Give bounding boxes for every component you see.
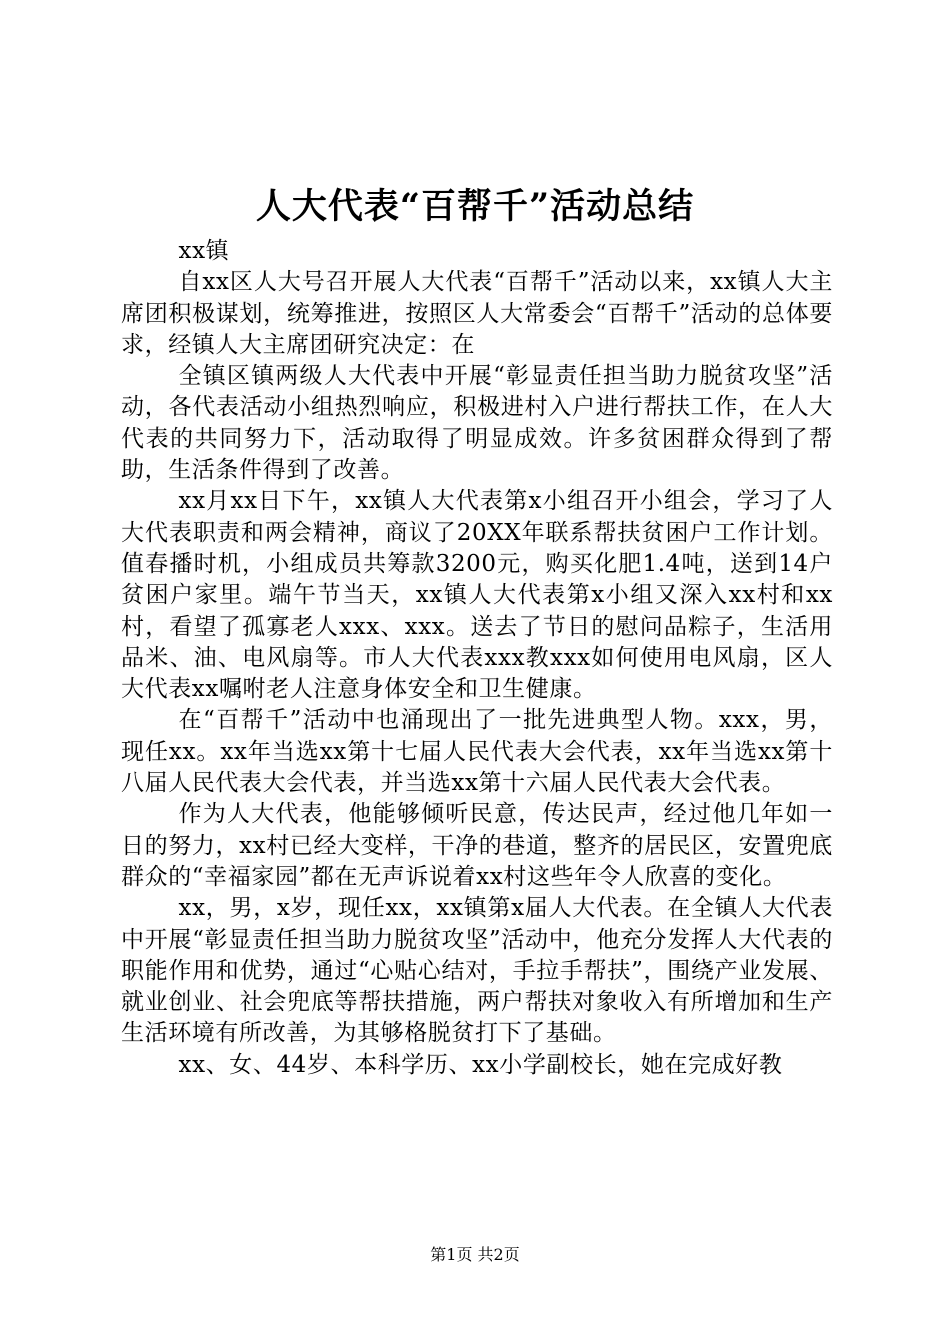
document-body: [121, 236, 833, 1081]
paragraph-representative-profile: xx，男，x岁，现任xx，xx镇第x届人大代表。在全镇人大代表中开展“彰显责任担当助力脱贫攻坚”活动中，他充分发挥人大代表的职能作用和优势，通过“心贴心结对，手拉手帮扶”，围绕产业发展、就业创业、社会兜底等帮扶措施，两户帮扶对象收入有所增加和生产生活环境有所改善，为其够格脱贫打下了基础。: [121, 895, 833, 1047]
page-footer: 第1页 共2页: [430, 1245, 520, 1264]
paragraph-town: xx镇: [178, 238, 230, 264]
paragraph-teacher-profile: xx、女、44岁、本科学历、xx小学副校长，她在完成好教: [178, 1051, 783, 1078]
paragraph-group-meeting: xx月xx日下午，xx镇人大代表第x小组召开小组会，学习了人大代表职责和两会精神，商议了20XX年联系帮扶贫困户工作计划。值春播时机，小组成员共筹款3200元，购买化肥1.4吨，送到14户贫困户家里。端午节当天，xx镇人大代表第x小组又深入xx村和xx村，看望了孤寡老人xxx、xxx。送去了节日的慰问品粽子，生活用品米、油、电风扇等。市人大代表xxx教xxx如何使用电风扇，区人大代表xx嘱咐老人注意身体安全和卫生健康。: [121, 488, 833, 703]
document-title: 人大代表“百帮千”活动总结: [255, 186, 695, 227]
paragraph-village-change: 作为人大代表，他能够倾听民意，传达民声，经过他几年如一日的努力，xx村已经大变样，干净的巷道，整齐的居民区，安置兜底群众的“幸福家园”都在无声诉说着xx村这些年令人欣喜的变化。: [121, 801, 833, 890]
paragraph-campaign: 全镇区镇两级人大代表中开展“彰显责任担当助力脱贫攻坚”活动，各代表活动小组热烈响应，积极进村入户进行帮扶工作，在人大代表的共同努力下，活动取得了明显成效。许多贫困群众得到了帮助，生活条件得到了改善。: [121, 363, 833, 484]
paragraph-model-figures: 在“百帮千”活动中也涌现出了一批先进典型人物。xxx，男，现任xx。xx年当选xx第十七届人民代表大会代表，xx年当选xx第十八届人民代表大会代表，并当选xx第十六届人民代表大会代表。: [121, 707, 833, 797]
paragraph-intro: 自xx区人大号召开展人大代表“百帮千”活动以来，xx镇人大主席团积极谋划，统筹推进，按照区人大常委会“百帮千”活动的总体要求，经镇人大主席团研究决定：在: [121, 269, 833, 358]
